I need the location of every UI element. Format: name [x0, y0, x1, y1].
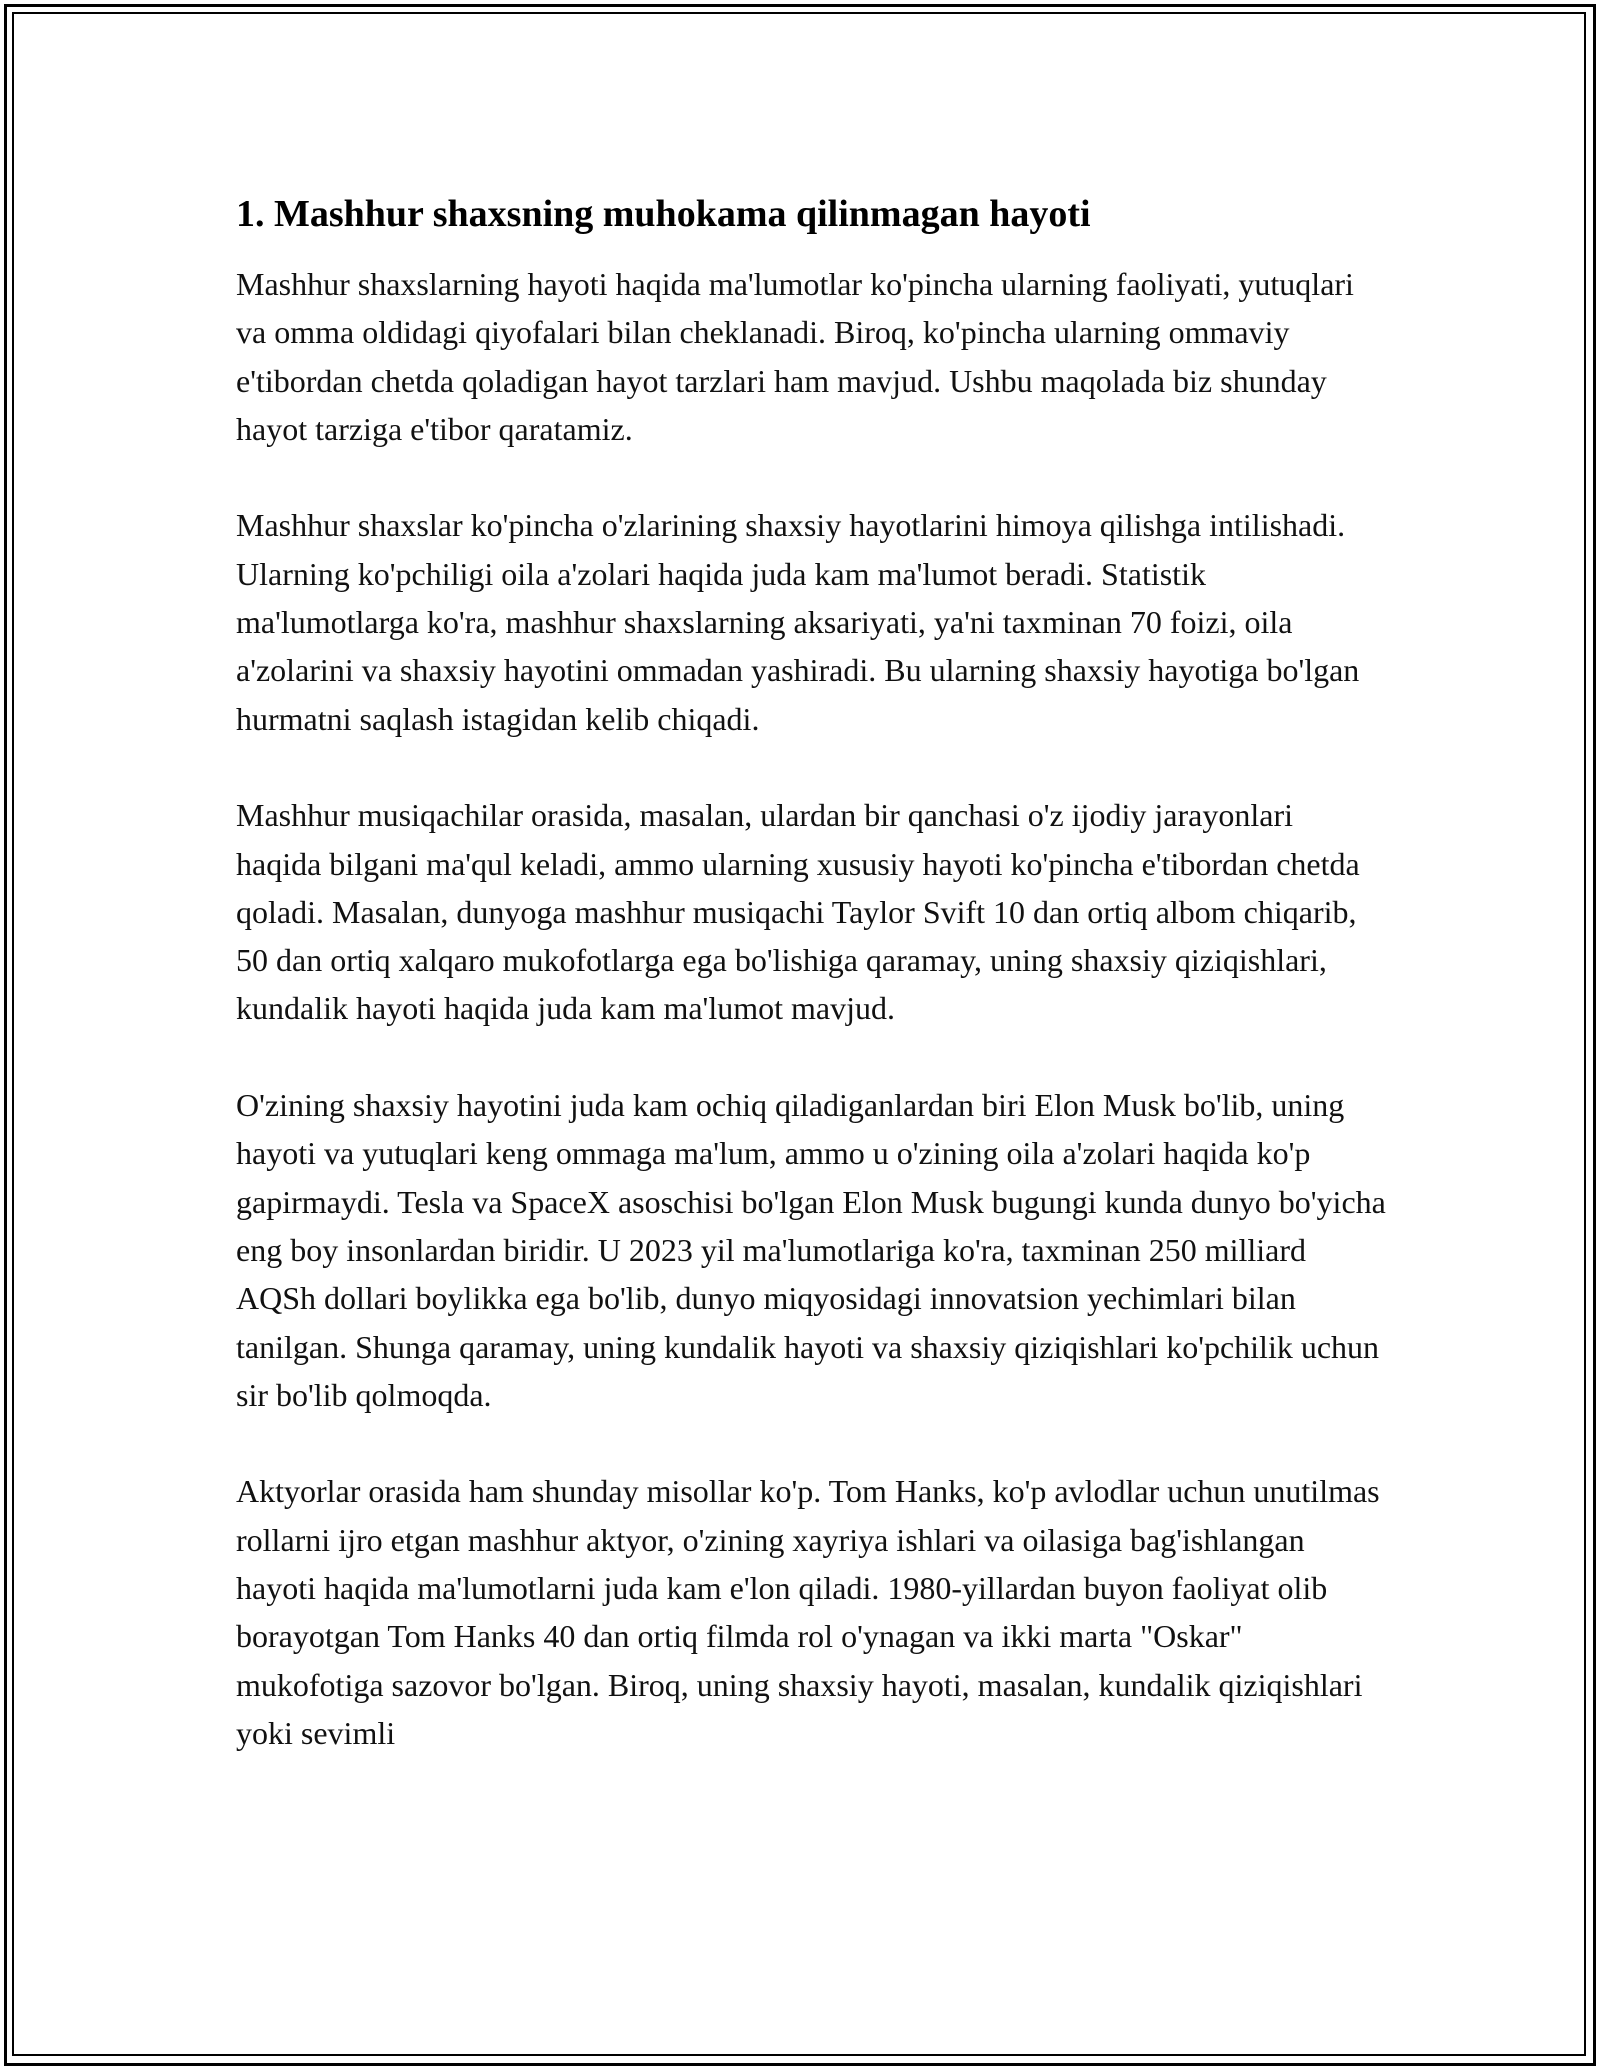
- paragraph-musicians: Mashhur musiqachilar orasida, masalan, ulardan bir qanchasi o'z ijodiy jarayonlari haqida bilgani ma'qul keladi, ammo ularning xususiy hayoti ko'pincha e'tibordan chetda qoladi. Masalan, dunyoga mashhur musiqachi Taylor Svift 10 dan ortiq albom chiqarib, 50 dan ortiq xalqaro mukofotlarga ega bo'lishiga qaramay, uning shaxsiy qiziqishlari, kundalik hayoti haqida juda kam ma'lumot mavjud.: [236, 797, 1360, 1027]
- paragraph-intro: Mashhur shaxslarning hayoti haqida ma'lumotlar ko'pincha ularning faoliyati, yutuqlari va omma oldidagi qiyofalari bilan cheklanadi. Biroq, ko'pincha ularning ommaviy e'tibordan chetda qoladigan hayot tarzlari ham mavjud. Ushbu maqolada biz shunday hayot tarziga e'tibor qaratamiz.: [236, 266, 1354, 447]
- paragraph-privacy: Mashhur shaxslar ko'pincha o'zlarining shaxsiy hayotlarini himoya qilishga intilishadi. Ularning ko'pchiligi oila a'zolari haqida juda kam ma'lumot beradi. Statistik ma'lumotlarga ko'ra, mashhur shaxslarning aksariyati, ya'ni taxminan 70 foizi, oila a'zolarini va shaxsiy hayotini ommadan yashiradi. Bu ularning shaxsiy hayotiga bo'lgan hurmatni saqlash istagidan kelib chiqadi.: [236, 507, 1360, 737]
- section-heading: 1. Mashhur shaxsning muhokama qilinmagan hayoti: [236, 193, 1091, 235]
- paragraph-elon-musk: O'zining shaxsiy hayotini juda kam ochiq qiladiganlardan biri Elon Musk bo'lib, uning hayoti va yutuqlari keng ommaga ma'lum, ammo u o'zining oila a'zolari haqida ko'p gapirmaydi. Tesla va SpaceX asoschisi bo'lgan Elon Musk bugungi kunda dunyo bo'yicha eng boy insonlardan biridir. U 2023 yil ma'lumotlariga ko'ra, taxminan 250 milliard AQSh dollari boylikka ega bo'lib, dunyo miqyosidagi innovatsion yechimlari bilan tanilgan. Shunga qaramay, uning kundalik hayoti va shaxsiy qiziqishlari ko'pchilik uchun sir bo'lib qolmoqda.: [236, 1087, 1386, 1413]
- paragraph-actors: Aktyorlar orasida ham shunday misollar ko'p. Tom Hanks, ko'p avlodlar uchun unutilmas rollarni ijro etgan mashhur aktyor, o'zining xayriya ishlari va oilasiga bag'ishlangan hayoti haqida ma'lumotlarni juda kam e'lon qiladi. 1980-yillardan buyon faoliyat olib borayotgan Tom Hanks 40 dan ortiq filmda rol o'ynagan va ikki marta "Oskar" mukofotiga sazovor bo'lgan. Biroq, uning shaxsiy hayoti, masalan, kundalik qiziqishlari yoki sevimli: [236, 1473, 1380, 1751]
- document-body: [236, 188, 1386, 1757]
